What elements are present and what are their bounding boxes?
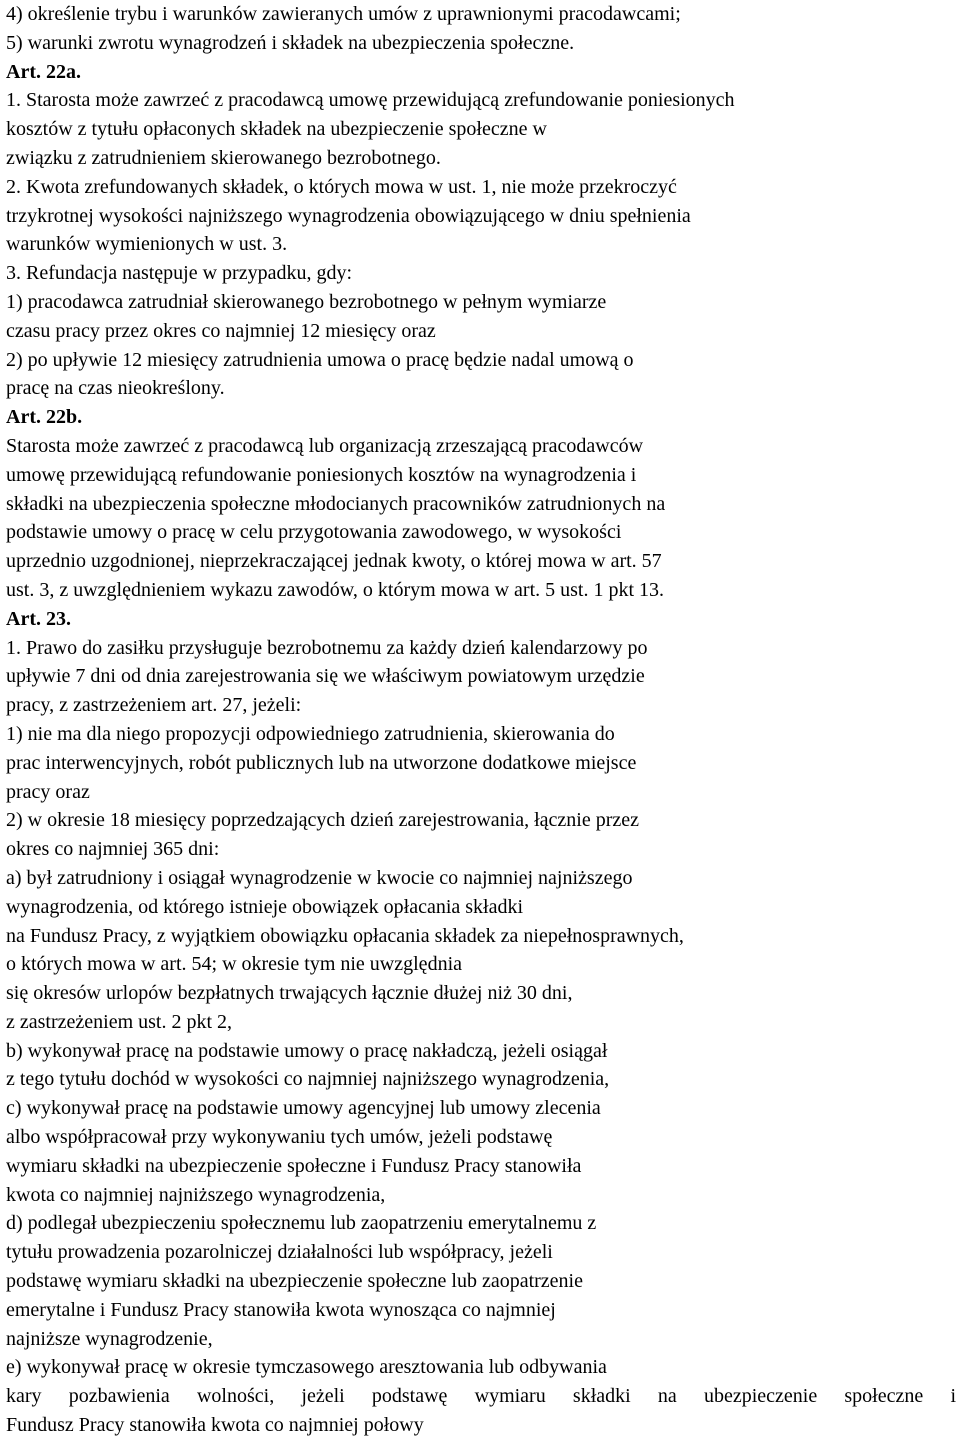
text-line: z tego tytułu dochód w wysokości co najmniej najniższego wynagrodzenia, xyxy=(6,1068,610,1091)
text-line: b) wykonywał pracę na podstawie umowy o pracę nakładczą, jeżeli osiągał xyxy=(6,1039,608,1062)
text-line: trzykrotnej wysokości najniższego wynagrodzenia obowiązującego w dniu spełnienia xyxy=(6,204,691,227)
text-line: 1. Starosta może zawrzeć z pracodawcą umowę przewidującą zrefundowanie poniesionych xyxy=(6,89,735,112)
article-heading: Art. 22b. xyxy=(6,406,83,429)
article-heading: Art. 23. xyxy=(6,607,71,630)
text-line: kosztów z tytułu opłaconych składek na ubezpieczenie społeczne w xyxy=(6,118,547,141)
text-line: wymiaru składki na ubezpieczenie społeczne i Fundusz Pracy stanowiła xyxy=(6,1154,582,1177)
text-line: 1. Prawo do zasiłku przysługuje bezrobotnemu za każdy dzień kalendarzowy po xyxy=(6,636,648,659)
text-line: najniższe wynagrodzenie, xyxy=(6,1327,213,1350)
text-line: e) wykonywał pracę w okresie tymczasowego aresztowania lub odbywania xyxy=(6,1356,607,1379)
text-line: 5) warunki zwrotu wynagrodzeń i składek na ubezpieczenia społeczne. xyxy=(6,31,575,54)
text-line: 2. Kwota zrefundowanych składek, o których mowa w ust. 1, nie może przekroczyć xyxy=(6,175,677,198)
article-heading: Art. 22a. xyxy=(6,60,81,83)
text-line: 2) po upływie 12 miesięcy zatrudnienia umowa o pracę będzie nadal umową o xyxy=(6,348,634,371)
text-line: pracę na czas nieokreślony. xyxy=(6,377,225,400)
text-line: c) wykonywał pracę na podstawie umowy agencyjnej lub umowy zlecenia xyxy=(6,1097,601,1120)
text-line: 2) w okresie 18 miesięcy poprzedzających dzień zarejestrowania, łącznie przez xyxy=(6,809,639,832)
text-line: emerytalne i Fundusz Pracy stanowiła kwota wynosząca co najmniej xyxy=(6,1298,556,1321)
text-line: pracy, z zastrzeżeniem art. 27, jeżeli: xyxy=(6,694,302,717)
text-line: z zastrzeżeniem ust. 2 pkt 2, xyxy=(6,1010,233,1033)
text-line: prac interwencyjnych, robót publicznych lub na utworzone dodatkowe miejsce xyxy=(6,751,637,774)
text-line: czasu pracy przez okres co najmniej 12 miesięcy oraz xyxy=(6,319,436,342)
text-line: warunków wymienionych w ust. 3. xyxy=(6,233,288,256)
text-line: d) podlegał ubezpieczeniu społecznemu lub zaopatrzeniu emerytalnemu z xyxy=(6,1212,597,1235)
text-line: kary pozbawienia wolności, jeżeli podstawę wymiaru składki na ubezpieczenie społeczne i xyxy=(6,1385,956,1408)
text-line: uprzednio uzgodnionej, nieprzekraczającej jednak kwoty, o której mowa w art. 57 xyxy=(6,550,662,573)
text-line: 1) nie ma dla niego propozycji odpowiedniego zatrudnienia, skierowania do xyxy=(6,722,615,745)
text-line: tytułu prowadzenia pozarolniczej działalności lub współpracy, jeżeli xyxy=(6,1241,553,1264)
text-line: albo współpracował przy wykonywaniu tych umów, jeżeli podstawę xyxy=(6,1126,553,1149)
text-line: składki na ubezpieczenia społeczne młodocianych pracowników zatrudnionych na xyxy=(6,492,666,515)
text-line: się okresów urlopów bezpłatnych trwających łącznie dłużej niż 30 dni, xyxy=(6,982,573,1005)
text-line: związku z zatrudnieniem skierowanego bezrobotnego. xyxy=(6,146,441,169)
text-line: umowę przewidującą refundowanie poniesionych kosztów na wynagrodzenia i xyxy=(6,463,637,486)
text-line: upływie 7 dni od dnia zarejestrowania się we właściwym powiatowym urzędzie xyxy=(6,665,645,688)
text-line: kwota co najmniej najniższego wynagrodzenia, xyxy=(6,1183,386,1206)
text-line: 4) określenie trybu i warunków zawieranych umów z uprawnionymi pracodawcami; xyxy=(6,3,681,25)
text-line: podstawie umowy o pracę w celu przygotowania zawodowego, w wysokości xyxy=(6,521,622,544)
text-line: ust. 3, z uwzględnieniem wykazu zawodów, o którym mowa w art. 5 ust. 1 pkt 13. xyxy=(6,578,665,601)
text-line: o których mowa w art. 54; w okresie tym nie uwzględnia xyxy=(6,953,462,976)
text-line: 1) pracodawca zatrudniał skierowanego bezrobotnego w pełnym wymiarze xyxy=(6,290,607,313)
text-line: podstawę wymiaru składki na ubezpieczenie społeczne lub zaopatrzenie xyxy=(6,1270,583,1293)
document-page xyxy=(6,0,960,1440)
text-line: 3. Refundacja następuje w przypadku, gdy: xyxy=(6,262,353,285)
text-line: okres co najmniej 365 dni: xyxy=(6,838,220,861)
text-line: wynagrodzenia, od którego istnieje obowiązek opłacania składki xyxy=(6,895,524,918)
text-line: Fundusz Pracy stanowiła kwota co najmniej połowy xyxy=(6,1414,424,1437)
text-line: pracy oraz xyxy=(6,780,90,803)
text-line: a) był zatrudniony i osiągał wynagrodzenie w kwocie co najmniej najniższego xyxy=(6,866,633,889)
text-line: Starosta może zawrzeć z pracodawcą lub organizacją zrzeszającą pracodawców xyxy=(6,434,644,457)
text-line: na Fundusz Pracy, z wyjątkiem obowiązku opłacania składek za niepełnosprawnych, xyxy=(6,924,684,947)
